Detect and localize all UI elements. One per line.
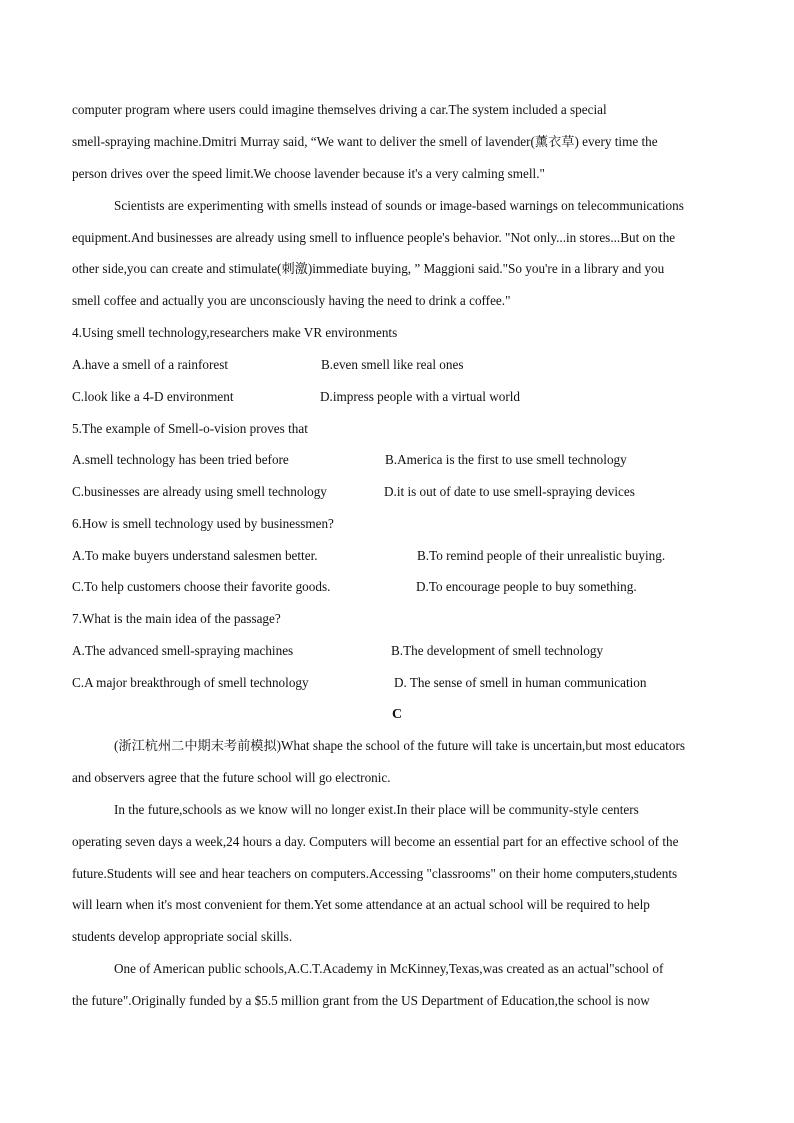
question-stem: 4.Using smell technology,researchers make VR environments xyxy=(72,325,398,340)
option-b: B.even smell like real ones xyxy=(321,357,464,372)
option-a: A.The advanced smell-spraying machines xyxy=(72,643,294,658)
passage-line: Scientists are experimenting with smells instead of sounds or image-based warnings on telecommunications xyxy=(114,198,684,213)
option-d: D. The sense of smell in human communication xyxy=(394,675,647,690)
option-a: A.have a smell of a rainforest xyxy=(72,357,228,372)
passage-line: smell-spraying machine.Dmitri Murray said, “We want to deliver the smell of lavender(薰衣草) every time the xyxy=(72,134,658,149)
section-heading: C xyxy=(391,707,403,722)
passage-line: operating seven days a week,24 hours a day. Computers will become an essential part for an effective school of the xyxy=(72,834,679,849)
option-a: A.To make buyers understand salesmen better. xyxy=(72,548,318,563)
option-b: B.The development of smell technology xyxy=(391,643,604,658)
passage-line: and observers agree that the future school will go electronic. xyxy=(72,770,391,785)
passage-line: will learn when it's most convenient for them.Yet some attendance at an actual school will be required to help xyxy=(72,897,650,912)
option-d: D.it is out of date to use smell-spraying devices xyxy=(384,484,635,499)
question-stem: 7.What is the main idea of the passage? xyxy=(72,611,281,626)
option-c: C.A major breakthrough of smell technology xyxy=(72,675,309,690)
passage-line: equipment.And businesses are already using smell to influence people's behavior. "Not only...in stores...But on the xyxy=(72,230,676,245)
passage-line: computer program where users could imagine themselves driving a car.The system included a special xyxy=(72,102,607,117)
question-stem: 5.The example of Smell-o-vision proves that xyxy=(72,421,308,436)
passage-line: person drives over the speed limit.We choose lavender because it's a very calming smell." xyxy=(72,166,545,181)
passage-line: students develop appropriate social skills. xyxy=(72,929,293,944)
option-c: C.businesses are already using smell technology xyxy=(72,484,327,499)
passage-line: smell coffee and actually you are unconsciously having the need to drink a coffee." xyxy=(72,293,511,308)
option-a: A.smell technology has been tried before xyxy=(72,452,289,467)
option-d: D.impress people with a virtual world xyxy=(320,389,520,404)
option-b: B.To remind people of their unrealistic buying. xyxy=(417,548,666,563)
passage-line: future.Students will see and hear teachers on computers.Accessing "classrooms" on their home computers,students xyxy=(72,866,678,881)
question-stem: 6.How is smell technology used by businessmen? xyxy=(72,516,334,531)
passage-line: (浙江杭州二中期末考前模拟)What shape the school of the future will take is uncertain,but most educators xyxy=(114,738,685,753)
option-c: C.look like a 4-D environment xyxy=(72,389,234,404)
passage-line: other side,you can create and stimulate(刺激)immediate buying, ” Maggioni said."So you're in a library and you xyxy=(72,261,665,276)
option-b: B.America is the first to use smell technology xyxy=(385,452,627,467)
option-c: C.To help customers choose their favorite goods. xyxy=(72,579,331,594)
passage-line: the future".Originally funded by a $5.5 million grant from the US Department of Education,the school is now xyxy=(72,993,650,1008)
option-d: D.To encourage people to buy something. xyxy=(416,579,637,594)
passage-line: In the future,schools as we know will no longer exist.In their place will be community-style centers xyxy=(114,802,639,817)
passage-line: One of American public schools,A.C.T.Academy in McKinney,Texas,was created as an actual"school of xyxy=(114,961,664,976)
